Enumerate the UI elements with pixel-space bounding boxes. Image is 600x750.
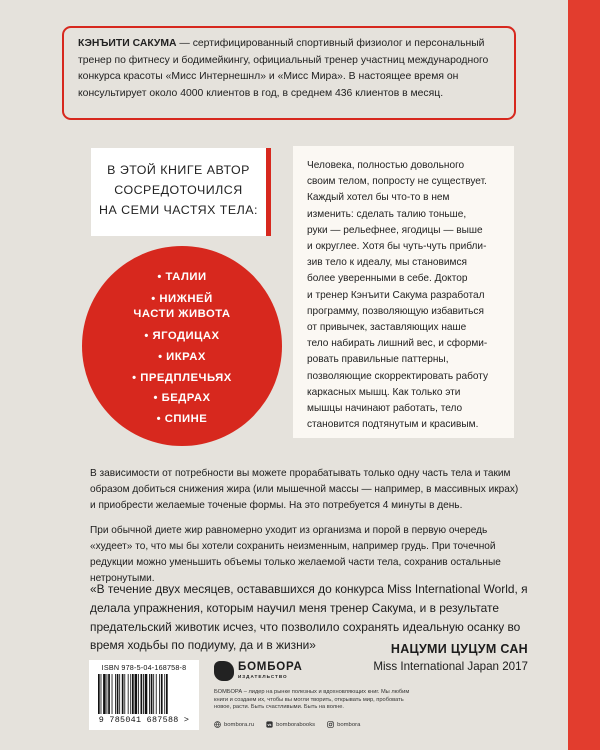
isbn-text: ISBN 978-5-04-168758-8 — [101, 663, 187, 672]
body-paragraph: При обычной диете жир равномерно уходит из организма и порой в первую очередь «худеет» то, что мы бы хотели сохранить неизменным, например грудь. При точечной редукции можно уменьшить объемы только желаемой части тела, сохранив остальные нетронутыми. — [90, 525, 501, 584]
body-part-item: • СПИНЕ — [156, 413, 208, 425]
barcode-icon — [96, 674, 192, 714]
testimonial-author: НАЦУМИ ЦУЦУМ САН — [390, 642, 528, 656]
body-paragraph: В зависимости от потребности вы можете прорабатывать только одну часть тела и таким образом добиться снижения жира (или мышечной массы — например, в массивных икрах) и приобрести желаемые точеные формы. На это потребуется 4 минуты в день. — [90, 468, 519, 511]
body-part-item: • ТАЛИИ — [157, 271, 207, 283]
social-link-site[interactable] — [214, 721, 254, 728]
body-parts-circle — [82, 246, 282, 446]
publisher-sub: ИЗДАТЕЛЬСТВО — [238, 674, 288, 679]
description-line: позволяющие скорректировать работу — [307, 370, 489, 382]
social-link-instagram[interactable] — [327, 721, 360, 728]
body-part-item: • ПРЕДПЛЕЧЬЯХ — [132, 372, 232, 384]
description-line: зив тело к идеалу, мы становимся — [307, 257, 467, 269]
testimonial-quote: «В течение двух месяцев, остававшихся до конкурса Miss International World, я делала упражнения, которым научил меня тренер Сакума, и в результате предательский животик исчез, что позволило сохранять идеальную осанку во время ходьбы по подиуму, да и в жизни» — [90, 582, 528, 653]
social-label: bombora — [337, 721, 361, 728]
description-line: ровать правильные паттерны, — [307, 354, 449, 366]
svg-text:vk: vk — [267, 723, 272, 728]
publisher-tagline: БОМБОРА – лидер на рынке полезных и вдохновляющих книг. Мы любим книги и создаем их, чтобы вы могли творить, открывать мир, пробовать новое, расти. Быть счастливыми. Быть на волне. — [214, 689, 410, 710]
vk-icon — [266, 721, 273, 728]
description-panel — [293, 146, 514, 438]
body-part-item: • ЯГОДИЦАХ — [144, 330, 220, 342]
description-line: более уверенными в себе. Доктор — [307, 273, 468, 285]
publisher-logo — [214, 660, 303, 684]
globe-icon — [214, 721, 221, 728]
testimonial-signature — [373, 640, 528, 676]
description-line: становится подтянутым и красивым. — [307, 419, 479, 431]
description-line: программу, позволяющую избавиться — [307, 305, 484, 317]
book-spine — [568, 0, 600, 750]
focus-label-line: В ЭТОЙ КНИГЕ АВТОР — [107, 163, 250, 177]
social-link-vk[interactable] — [266, 721, 315, 728]
description-line: мышцы начинают работать, тело — [307, 403, 463, 415]
barcode-block — [89, 660, 199, 730]
bombora-logo-icon — [214, 661, 234, 681]
author-bio-text: — сертифицированный спортивный физиолог и персональный тренер по фитнесу и бодимейкингу, официальный тренер участниц международного конкурса красоты «Мисс Интернешнл» и «Мисс Мира». В настоящее время он консультирует около 4000 клиентов в год, в среднем 436 клиентов в месяц. — [78, 38, 489, 99]
description-line: тело набирать лишний вес, и сформи- — [307, 338, 488, 350]
body-part-item: • НИЖНЕЙ — [151, 293, 213, 305]
author-name: КЭНЪИТИ САКУМА — [78, 38, 177, 49]
focus-label — [91, 148, 271, 236]
barcode-number: 9 785041 687588 > — [98, 715, 190, 725]
description-line: Человека, полностью довольного — [307, 160, 465, 171]
body-part-item: • БЕДРАХ — [153, 392, 211, 404]
description-line: и тренер Кэнъити Сакума разработал — [307, 289, 485, 301]
description-line: каркасных мышц. Как только эти — [307, 386, 461, 398]
body-part-item: ЧАСТИ ЖИВОТА — [133, 308, 231, 320]
description-line: изменить: сделать талию тоньше, — [307, 208, 467, 220]
description-line: своим телом, попросту не существует. — [307, 176, 487, 188]
body-part-item: • ИКРАХ — [158, 351, 206, 363]
testimonial-author-title: Miss International Japan 2017 — [373, 660, 528, 673]
description-line: Каждый хотел бы что-то в нем — [307, 192, 450, 204]
social-label: bombora.ru — [224, 721, 255, 728]
focus-label-line: НА СЕМИ ЧАСТЯХ ТЕЛА: — [99, 203, 258, 217]
instagram-icon — [327, 721, 334, 728]
social-label: bomborabooks — [276, 721, 316, 728]
focus-label-line: СОСРЕДОТОЧИЛСЯ — [114, 183, 243, 197]
author-bio-box — [62, 26, 516, 120]
description-line: от привычек, заставляющих наше — [307, 322, 467, 334]
publisher-brand: БОМБОРА — [238, 661, 303, 673]
publisher-socials — [214, 721, 444, 728]
description-line: и округлее. Хотя бы чуть-чуть прибли- — [307, 241, 487, 253]
description-line: руки — рельефнее, ягодицы — выше — [307, 224, 483, 236]
